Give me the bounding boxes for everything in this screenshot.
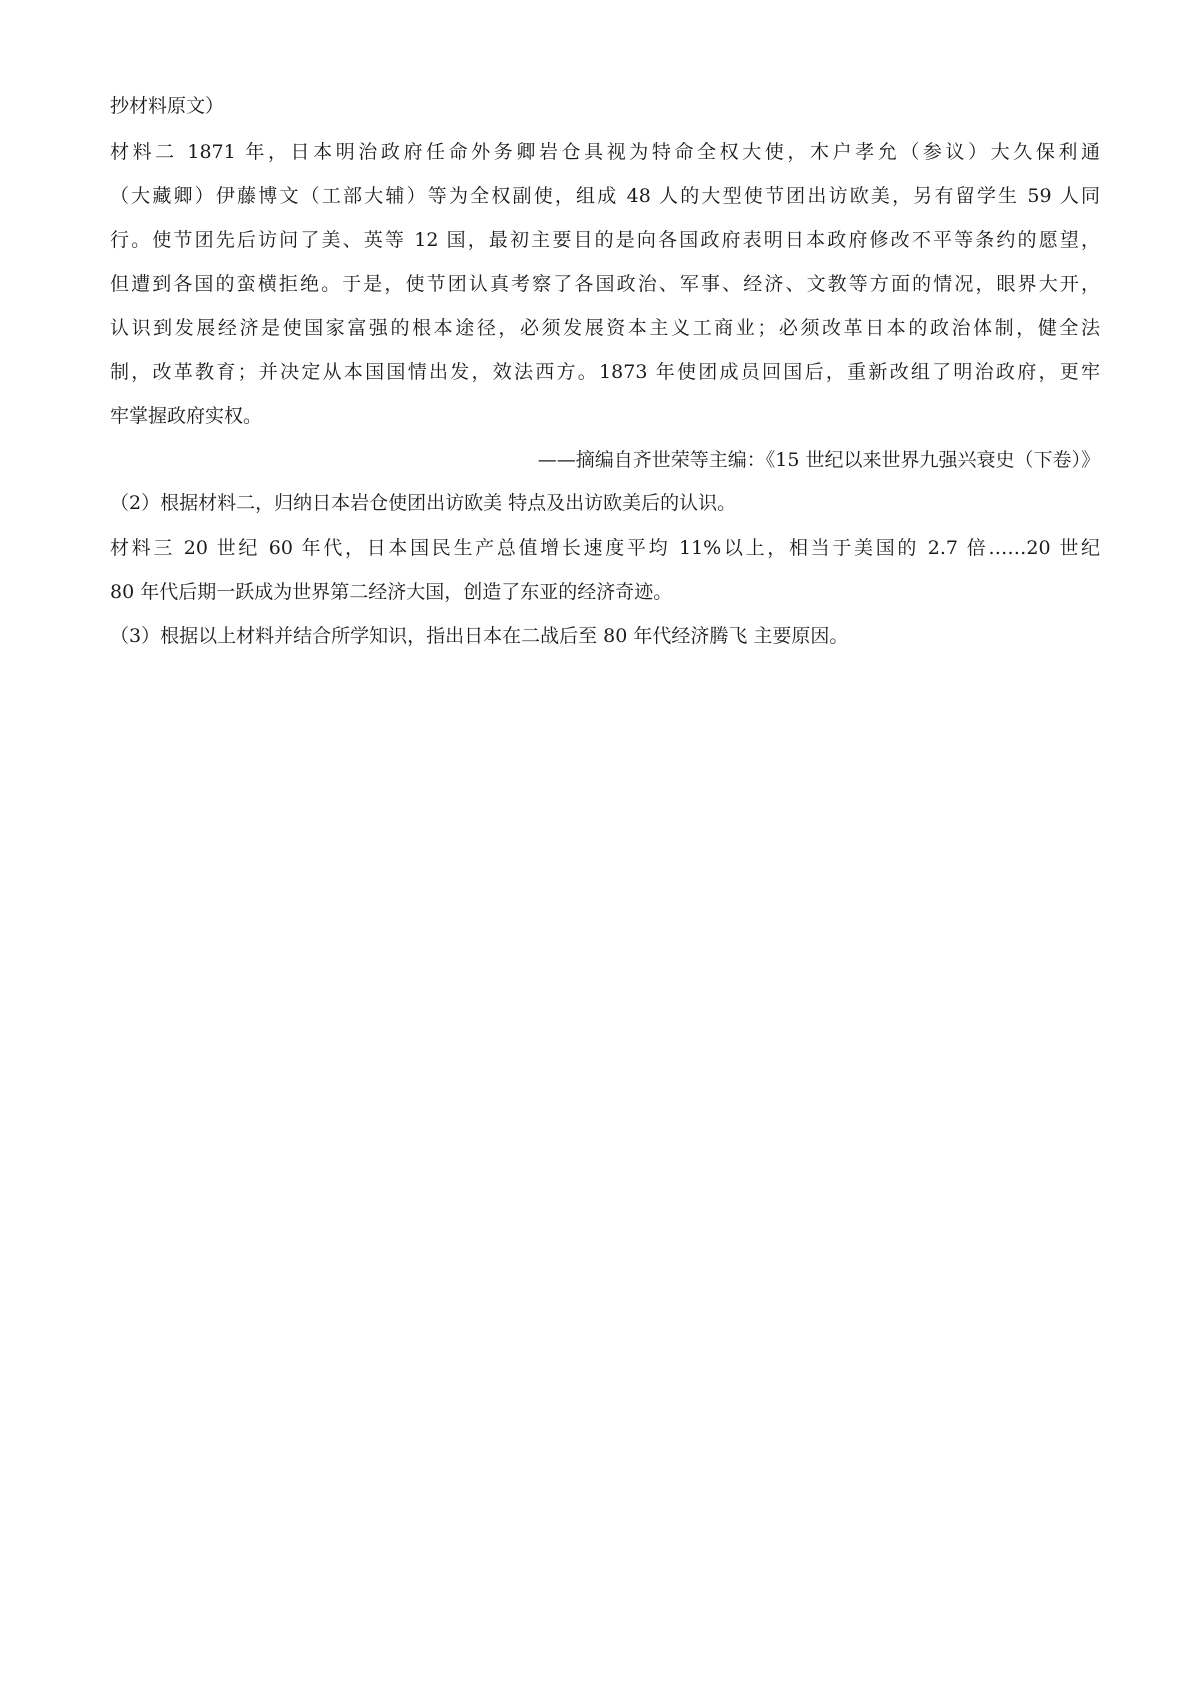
material-two-source: ——摘编自齐世荣等主编：《15 世纪以来世界九强兴衰史（下卷）》 bbox=[537, 449, 1100, 471]
material-three-line-1: 材料三 20 世纪 60 年代，日本国民生产总值增长速度平均 11%以上，相当于美国的 2.7 倍……20 世纪 bbox=[110, 537, 1100, 559]
material-two-line-2: （大藏卿）伊藤博文（工部大辅）等为全权副使，组成 48 人的大型使节团出访欧美，另有留学生 59 人同 bbox=[110, 185, 1100, 207]
material-three-line-2: 80 年代后期一跃成为世界第二经济大国，创造了东亚的经济奇迹。 bbox=[110, 581, 673, 603]
question-3: （3）根据以上材料并结合所学知识，指出日本在二战后至 80 年代经济腾飞 主要原因。 bbox=[110, 625, 849, 647]
question-2: （2）根据材料二，归纳日本岩仓使团出访欧美 特点及出访欧美后的认识。 bbox=[110, 492, 737, 514]
text-line-prev-continuation: 抄材料原文） bbox=[110, 95, 225, 117]
material-two-line-5: 认识到发展经济是使国家富强的根本途径，必须发展资本主义工商业；必须改革日本的政治体制，健全法 bbox=[110, 317, 1100, 339]
material-two-line-4: 但遭到各国的蛮横拒绝。于是，使节团认真考察了各国政治、军事、经济、文教等方面的情况，眼界大开， bbox=[110, 273, 1100, 295]
material-two-line-1: 材料二 1871 年，日本明治政府任命外务卿岩仓具视为特命全权大使，木户孝允（参议）大久保利通 bbox=[110, 141, 1100, 163]
material-two-line-3: 行。使节团先后访问了美、英等 12 国，最初主要目的是向各国政府表明日本政府修改不平等条约的愿望， bbox=[110, 229, 1100, 251]
material-two-line-7: 牢掌握政府实权。 bbox=[110, 405, 263, 427]
material-two-line-6: 制，改革教育；并决定从本国国情出发，效法西方。1873 年使团成员回国后，重新改组了明治政府，更牢 bbox=[110, 361, 1100, 383]
